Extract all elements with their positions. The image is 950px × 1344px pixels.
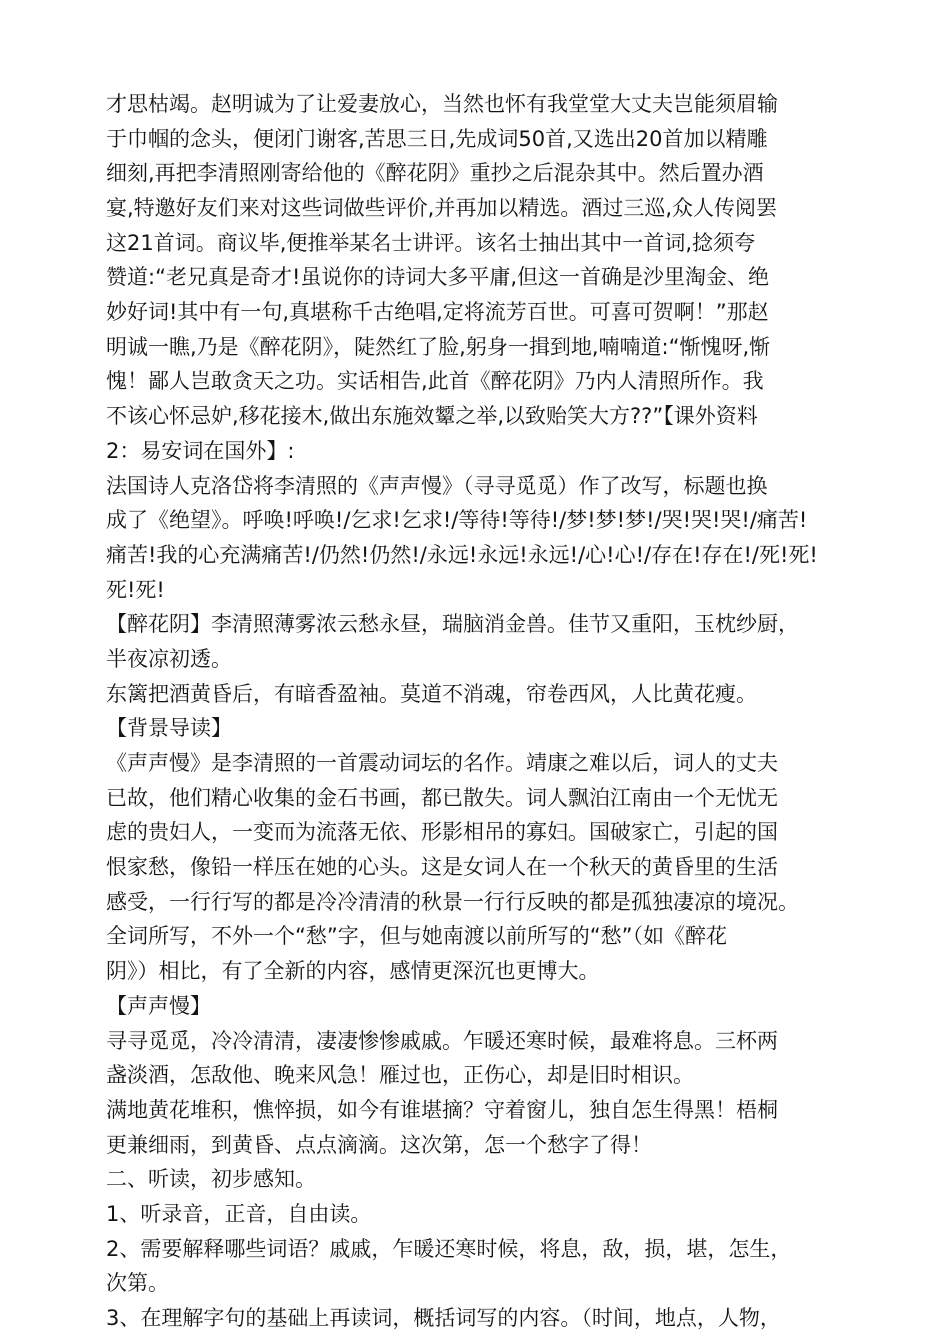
text-line: 已故，他们精心收集的金石书画，都已散失。词人飘泊江南由一个无忧无	[106, 786, 778, 810]
text-line: 痛苦!我的心充满痛苦!/仍然!仍然!/永远!永远!永远!/心!心!/存在!存在!/死!死!	[106, 543, 818, 567]
text-line: 2：易安词在国外】:	[106, 439, 295, 463]
text-line: 【醉花阴】李清照薄雾浓云愁永昼，瑞脑消金兽。佳节又重阳，玉枕纱厨，	[106, 612, 799, 636]
text-line: 不该心怀忌妒,移花接木,做出东施效颦之举,以致贻笑大方??”【课外资料	[106, 404, 758, 428]
text-line: 于巾帼的念头，便闭门谢客,苦思三日,先成词50首,又选出20首加以精雕	[106, 127, 768, 151]
text-line: 东篱把酒黄昏后，有暗香盈袖。莫道不消魂，帘卷西风，人比黄花瘦。	[106, 682, 757, 706]
text-line: 全词所写，不外一个“愁”字，但与她南渡以前所写的“愁”（如《醉花	[106, 924, 728, 948]
text-line: 妙好词!其中有一句,真堪称千古绝唱,定将流芳百世。可喜可贺啊！”那赵	[106, 300, 769, 324]
text-line: 成了《绝望》。呼唤!呼唤!/乞求!乞求!/等待!等待!/梦!梦!梦!/哭!哭!哭!/痛苦!	[106, 508, 808, 532]
text-line: 更兼细雨，到黄昏、点点滴滴。这次第，怎一个愁字了得！	[106, 1133, 652, 1157]
text-line: 半夜凉初透。	[106, 647, 232, 671]
text-line: 虑的贵妇人，一变而为流落无依、形影相吊的寡妇。国破家亡，引起的国	[106, 820, 778, 844]
text-line: 满地黄花堆积，憔悴损，如今有谁堪摘？守着窗儿，独自怎生得黑！梧桐	[106, 1098, 778, 1122]
text-line: 二、听读，初步感知。	[106, 1167, 316, 1191]
text-line: 细刻,再把李清照刚寄给他的《醉花阴》重抄之后混杂其中。然后置办酒	[106, 161, 764, 185]
text-line: 盏淡酒，怎敌他、晚来风急！雁过也，正伤心，却是旧时相识。	[106, 1063, 694, 1087]
text-line: 感受，一行行写的都是冷冷清清的秋景一行行反映的都是孤独凄凉的境况。	[106, 890, 799, 914]
text-line: 3、在理解字句的基础上再读词，概括词写的内容。（时间，地点，人物，	[106, 1306, 781, 1330]
text-line: 法国诗人克洛岱将李清照的《声声慢》（寻寻觅觅）作了改写，标题也换	[106, 474, 768, 498]
text-line: 次第。	[106, 1271, 169, 1295]
text-line: 2、需要解释哪些词语？戚戚，乍暖还寒时候，将息，敌，损，堪，怎生，	[106, 1237, 792, 1261]
text-line: 阴》）相比，有了全新的内容，感情更深沉也更博大。	[106, 959, 600, 983]
text-line: 死!死!	[106, 578, 165, 602]
text-line: 1、听录音，正音，自由读。	[106, 1202, 372, 1226]
text-line: 才思枯竭。赵明诚为了让爱妻放心，当然也怀有我堂堂大丈夫岂能须眉输	[106, 92, 778, 116]
text-line: 寻寻觅觅，冷冷清清，凄凄惨惨戚戚。乍暖还寒时候，最难将息。三杯两	[106, 1029, 778, 1053]
text-line: 宴,特邀好友们来对这些词做些评价,并再加以精选。酒过三巡,众人传阅罢	[106, 196, 778, 220]
text-line: 【声声慢】	[106, 994, 211, 1018]
text-line: 【背景导读】	[106, 716, 232, 740]
text-line: 这21首词。商议毕,便推举某名士讲评。该名士抽出其中一首词,捻须夸	[106, 231, 756, 255]
text-line: 恨家愁，像铅一样压在她的心头。这是女词人在一个秋天的黄昏里的生活	[106, 855, 778, 879]
text-line: 愧！鄙人岂敢贪天之功。实话相告,此首《醉花阴》乃内人清照所作。我	[106, 369, 764, 393]
text-line: 赞道:“老兄真是奇才!虽说你的诗词大多平庸,但这一首确是沙里淘金、绝	[106, 265, 770, 289]
text-line: 《声声慢》是李清照的一首震动词坛的名作。靖康之难以后，词人的丈夫	[106, 751, 778, 775]
text-line: 明诚一瞧,乃是《醉花阴》，陡然红了脸,躬身一揖到地,喃喃道:“惭愧呀,惭	[106, 335, 771, 359]
